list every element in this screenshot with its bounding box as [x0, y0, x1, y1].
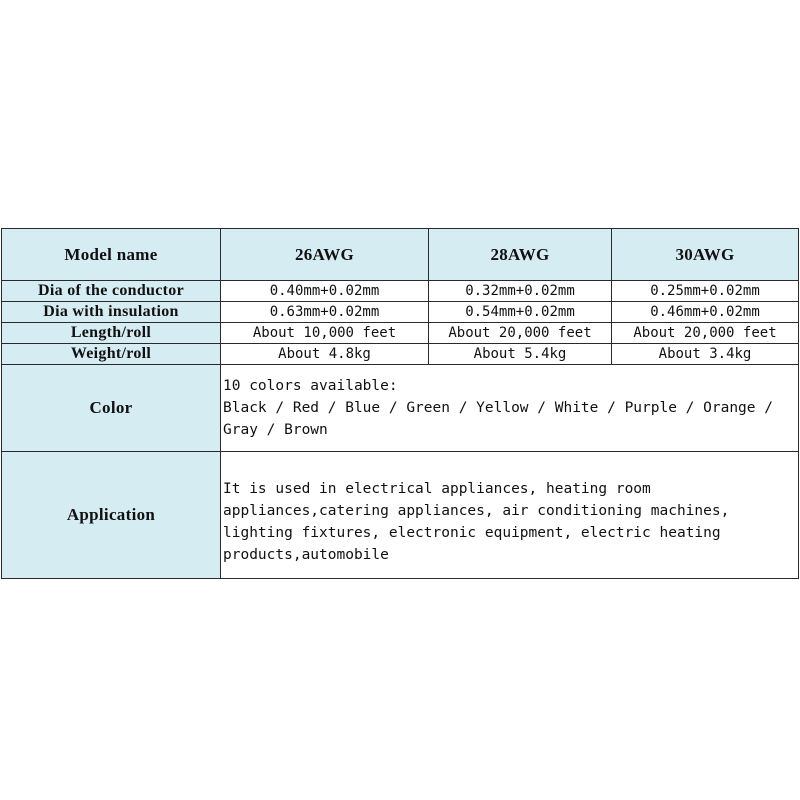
color-line: Black / Red / Blue / Green / Yellow / White / Purple / Orange /	[223, 400, 773, 416]
table-cell: About 5.4kg	[429, 344, 612, 365]
model-26awg-header: 26AWG	[221, 229, 429, 281]
table-cell: About 3.4kg	[612, 344, 799, 365]
application-description	[221, 452, 799, 579]
table-row	[2, 344, 799, 365]
application-label: Application	[2, 452, 221, 579]
table-cell: About 10,000 feet	[221, 323, 429, 344]
table-cell: 0.25mm+0.02mm	[612, 281, 799, 302]
table-row	[2, 281, 799, 302]
application-line: products,automobile	[223, 547, 389, 563]
application-line: lighting fixtures, electronic equipment, electric heating	[223, 525, 721, 541]
color-description	[221, 365, 799, 452]
table-row	[2, 302, 799, 323]
color-line: Gray / Brown	[223, 422, 328, 438]
table-cell: About 20,000 feet	[429, 323, 612, 344]
application-row	[2, 452, 799, 579]
color-row	[2, 365, 799, 452]
table-cell: 0.40mm+0.02mm	[221, 281, 429, 302]
spec-table	[1, 228, 799, 579]
model-name-label: Model name	[2, 229, 221, 281]
row-label-weight: Weight/roll	[2, 344, 221, 365]
model-28awg-header: 28AWG	[429, 229, 612, 281]
application-line: appliances,catering appliances, air conditioning machines,	[223, 503, 730, 519]
model-30awg-header: 30AWG	[612, 229, 799, 281]
application-line: It is used in electrical appliances, heating room	[223, 481, 651, 497]
table-cell: About 20,000 feet	[612, 323, 799, 344]
row-label-length: Length/roll	[2, 323, 221, 344]
table-row	[2, 323, 799, 344]
color-label: Color	[2, 365, 221, 452]
table-cell: 0.46mm+0.02mm	[612, 302, 799, 323]
color-line: 10 colors available:	[223, 378, 398, 394]
row-label-insulation-dia: Dia with insulation	[2, 302, 221, 323]
table-cell: 0.54mm+0.02mm	[429, 302, 612, 323]
row-label-conductor-dia: Dia of the conductor	[2, 281, 221, 302]
table-cell: About 4.8kg	[221, 344, 429, 365]
table-cell: 0.32mm+0.02mm	[429, 281, 612, 302]
table-header-row	[2, 229, 799, 281]
table-cell: 0.63mm+0.02mm	[221, 302, 429, 323]
